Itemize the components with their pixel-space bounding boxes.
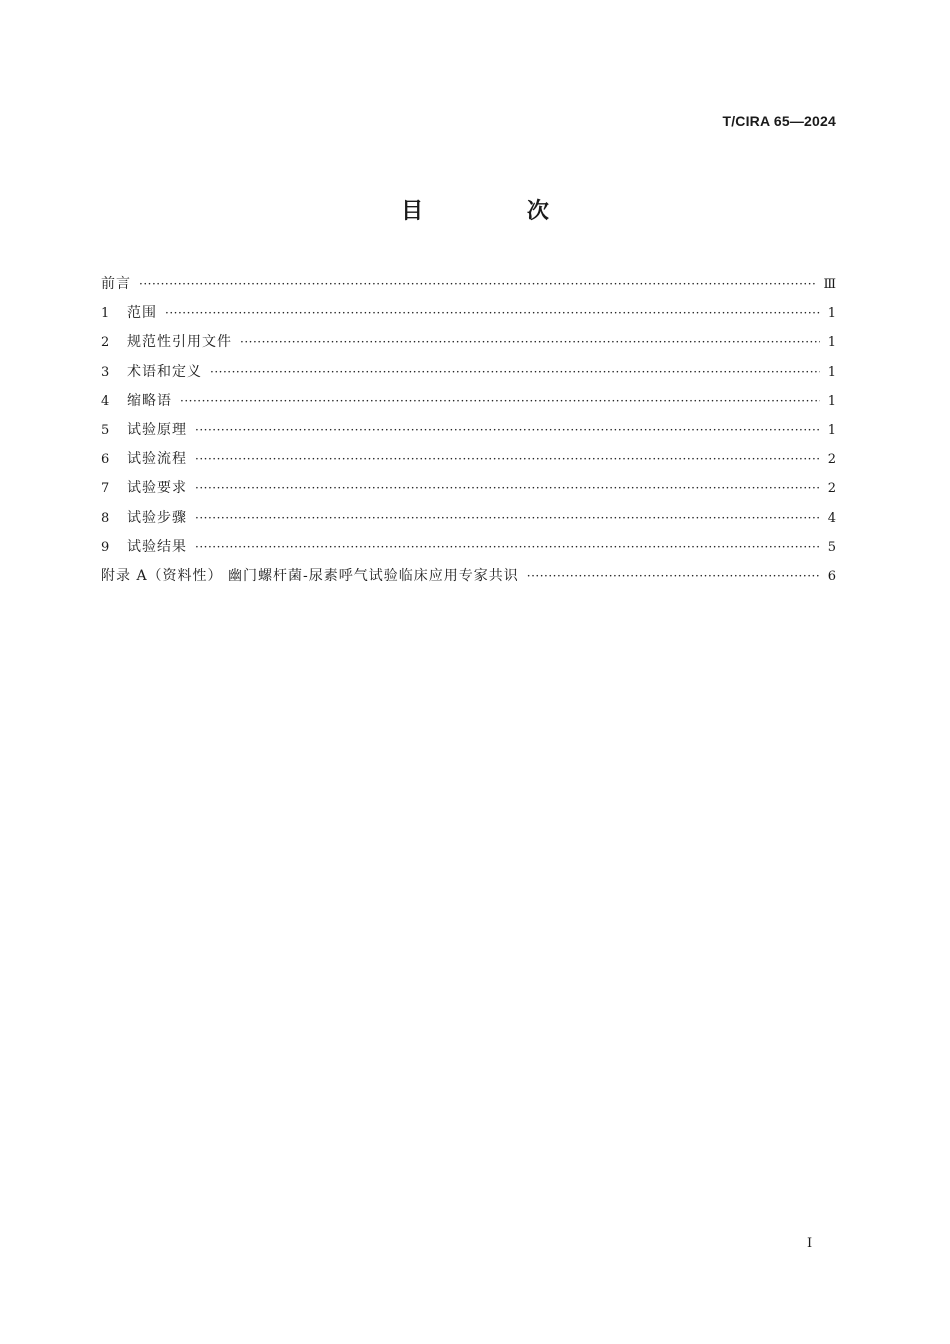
- toc-entry-page: 4: [827, 510, 836, 526]
- toc-entry-number: 6: [101, 452, 110, 468]
- toc-entry-number: 8: [101, 510, 110, 526]
- toc-entry-label: 前言: [101, 276, 131, 292]
- toc-entry-page: 6: [827, 568, 836, 584]
- toc-entry-number: 5: [101, 422, 110, 438]
- toc-entry-number: 7: [101, 481, 110, 497]
- toc-entry-label: 附录 A（资料性） 幽门螺杆菌-尿素呼气试验临床应用专家共识: [101, 567, 519, 584]
- toc-entry-number: 2: [101, 335, 110, 351]
- toc-leader-dots: [139, 270, 817, 299]
- toc-entry-page: 1: [827, 364, 836, 380]
- toc-entry-4[interactable]: [101, 387, 836, 416]
- toc-entry-page: 1: [827, 335, 836, 351]
- toc-entry-6[interactable]: [101, 445, 836, 474]
- toc-entry-appendix-a[interactable]: [101, 562, 836, 591]
- toc-title: 目 次: [401, 199, 597, 224]
- toc-entry-9[interactable]: [101, 533, 836, 562]
- toc-entry-number: 9: [101, 539, 110, 555]
- toc-entry-number: 3: [101, 364, 110, 380]
- toc-leader-dots: [195, 416, 820, 445]
- toc-entry-label: 试验原理: [127, 421, 187, 438]
- toc-entry-label: 试验结果: [127, 538, 187, 555]
- toc-leader-dots: [195, 504, 820, 533]
- toc-entry-2[interactable]: [101, 328, 836, 357]
- toc-entry-label: 试验步骤: [127, 509, 187, 526]
- toc-leader-dots: [180, 387, 820, 416]
- toc-entry-label: 术语和定义: [127, 363, 202, 380]
- toc-entry-1[interactable]: [101, 299, 836, 328]
- toc-entry-label: 范围: [127, 305, 157, 322]
- toc-entry-page: 2: [827, 452, 836, 468]
- toc-entry-7[interactable]: [101, 474, 836, 503]
- toc-entry-page: 1: [827, 393, 836, 409]
- toc-entry-number: 1: [101, 306, 110, 322]
- toc-leader-dots: [210, 358, 820, 387]
- toc-entry-label: 试验要求: [127, 480, 187, 497]
- toc-leader-dots: [165, 299, 820, 328]
- toc-entry-8[interactable]: [101, 504, 836, 533]
- toc-entry-5[interactable]: [101, 416, 836, 445]
- toc-entry-page: 2: [827, 481, 836, 497]
- toc-entry-page: Ⅲ: [823, 277, 836, 292]
- table-of-contents: [101, 270, 836, 591]
- toc-leader-dots: [195, 445, 820, 474]
- toc-leader-dots: [195, 474, 820, 503]
- toc-entry-number: 4: [101, 393, 110, 409]
- toc-entry-page: 1: [827, 306, 836, 322]
- toc-entry-label: 试验流程: [127, 451, 187, 468]
- page-number: I: [807, 1236, 813, 1251]
- toc-entry-page: 5: [827, 539, 836, 555]
- toc-entry-page: 1: [827, 422, 836, 438]
- toc-entry-label: 规范性引用文件: [127, 334, 232, 351]
- toc-leader-dots: [527, 562, 820, 591]
- toc-entry-3[interactable]: [101, 358, 836, 387]
- toc-entry-label: 缩略语: [127, 392, 172, 409]
- toc-leader-dots: [240, 328, 820, 357]
- toc-entry-foreword[interactable]: [101, 270, 836, 299]
- document-code: T/CIRA 65—2024: [722, 113, 836, 129]
- toc-leader-dots: [195, 533, 820, 562]
